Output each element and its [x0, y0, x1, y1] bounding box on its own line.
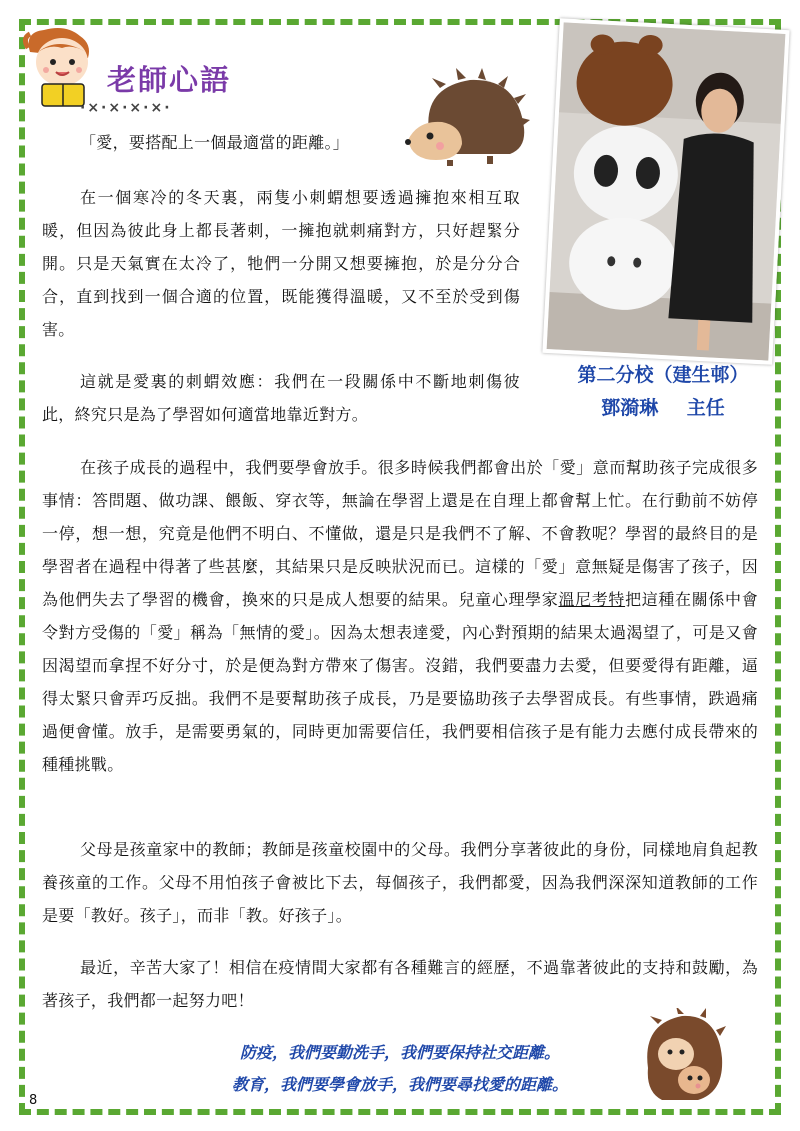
paragraph-3-part-a: 在孩子成長的過程中，我們要學會放手。很多時候我們都會出於「愛」意而幫助孩子完成很多事情：答問題、做功課、餵飯、穿衣等，無論在學習上還是在自理上都會幫上忙。在行動前不妨停一停，想一想，究竟是他們不明白、不懂做，還是只是我們不了解、不會教呢？學習的最終目的是學習者在過程中得著了些甚麼，其結果只是反映狀況而已。這樣的「愛」意無疑是傷害了孩子，因為他們失去了學習的機會，換來的只是成人想要的結果。兒童心理學家: [42, 458, 758, 609]
paragraph-2: 這就是愛裏的刺蝟效應：我們在一段關係中不斷地刺傷彼此，終究只是為了學習如何適當地靠近對方。: [42, 372, 520, 424]
photo-caption-school: 第二分校（建生邨）: [577, 364, 749, 386]
girl-reading-icon: [22, 22, 106, 112]
opening-quote: 「愛，要搭配上一個最適當的距離。」: [80, 133, 350, 152]
teacher-photo: [542, 18, 789, 365]
paragraph-1: 在一個寒冷的冬天裏，兩隻小刺蝟想要透過擁抱來相互取暖，但因為彼此身上都長著刺，一擁抱就刺痛對方，只好趕緊分開。只是天氣實在太冷了，牠們一分開又想要擁抱，於是分分合合，直到找到一個合適的位置，既能獲得溫暖，又不至於受到傷害。: [42, 188, 520, 339]
slogan-line-1: 防疫，我們要勤洗手，我們要保持社交距離。: [239, 1043, 560, 1062]
paragraph-3-part-b: 把這種在關係中會令對方受傷的「愛」稱為「無情的愛」。因為太想表達愛，內心對預期的結果太過渴望了，可是又會因渴望而拿捏不好分寸，於是便為對方帶來了傷害。沒錯，我們要盡力去愛，但要愛得有距離，逼得太緊只會弄巧反拙。我們不是要幫助孩子成長，乃是要協助孩子去學習成長。有些事情，跌過痛過便會懂。放手，是需要勇氣的，同時更加需要信任，我們要相信孩子是有能力去應付成長帶來的種種挑戰。: [42, 590, 758, 774]
psychologist-name: 溫尼考特: [558, 590, 626, 609]
slogan-line-2: 教育，我們要學會放手，我們要尋找愛的距離。: [231, 1075, 568, 1094]
paragraph-5: 最近，辛苦大家了！相信在疫情間大家都有各種難言的經歷，不過靠著彼此的支持和鼓勵，為著孩子，我們都一起努力吧！: [42, 958, 758, 1010]
photo-caption-name: 鄧漪琳 主任: [601, 397, 725, 419]
hedgehog-hug-icon: [638, 1008, 728, 1106]
title-decoration: ·×·×·×·×·: [80, 100, 172, 116]
paragraph-4: 父母是孩童家中的教師；教師是孩童校園中的父母。我們分享著彼此的身份，同樣地肩負起教養孩童的工作。父母不用怕孩子會被比下去，每個孩子，我們都愛，因為我們深深知道教師的工作是要「教好。孩子」，而非「教。好孩子」。: [42, 840, 758, 925]
photo-illustration: [547, 22, 786, 360]
page-number: 8: [29, 1093, 38, 1108]
hedgehog-icon: [400, 68, 530, 168]
paragraph-3: [42, 451, 758, 781]
section-title: 老師心語: [107, 63, 232, 97]
